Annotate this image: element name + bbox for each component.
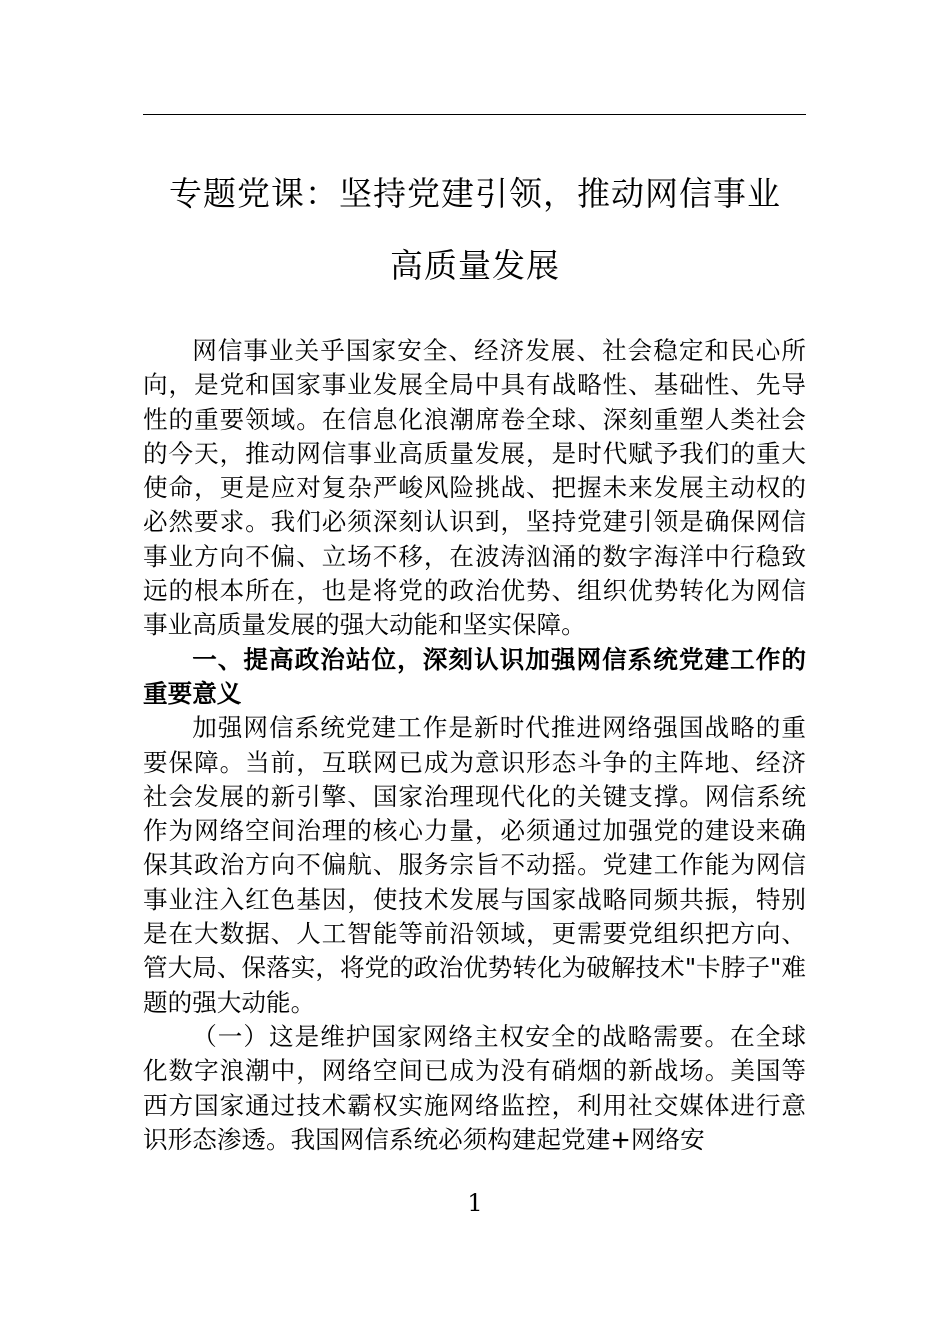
document-body	[143, 334, 806, 1157]
page-number: 1	[467, 1189, 483, 1217]
section-1-paragraph: 加强网信系统党建工作是新时代推进网络强国战略的重要保障。当前，互联网已成为意识形态斗争的主阵地、经济社会发展的新引擎、国家治理现代化的关键支撑。网信系统作为网络空间治理的核心力量，必须通过加强党的建设来确保其政治方向不偏航、服务宗旨不动摇。党建工作能为网信事业注入红色基因，使技术发展与国家战略同频共振，特别是在大数据、人工智能等前沿领域，更需要党组织把方向、管大局、保落实，将党的政治优势转化为破解技术"卡脖子"难题的强大动能。	[143, 713, 806, 1017]
header-rule	[143, 114, 806, 115]
intro-paragraph: 网信事业关乎国家安全、经济发展、社会稳定和民心所向，是党和国家事业发展全局中具有战略性、基础性、先导性的重要领域。在信息化浪潮席卷全球、深刻重塑人类社会的今天，推动网信事业高质量发展，是时代赋予我们的重大使命，更是应对复杂严峻风险挑战、把握未来发展主动权的必然要求。我们必须深刻认识到，坚持党建引领是确保网信事业方向不偏、立场不移，在波涛汹涌的数字海洋中行稳致远的根本所在，也是将党的政治优势、组织优势转化为网信事业高质量发展的强大动能和坚实保障。	[143, 336, 806, 640]
document-title-line-1: 专题党课：坚持党建引领，推动网信事业	[169, 174, 781, 213]
subsection-1-paragraph: （一）这是维护国家网络主权安全的战略需要。在全球化数字浪潮中，网络空间已成为没有硝烟的新战场。美国等西方国家通过技术霸权实施网络监控，利用社交媒体进行意识形态渗透。我国网信系统必须构建起党建+网络安	[143, 1021, 806, 1154]
section-heading-1: 一、提高政治站位，深刻认识加强网信系统党建工作的重要意义	[143, 644, 806, 708]
document-title-line-2: 高质量发展	[390, 246, 560, 285]
